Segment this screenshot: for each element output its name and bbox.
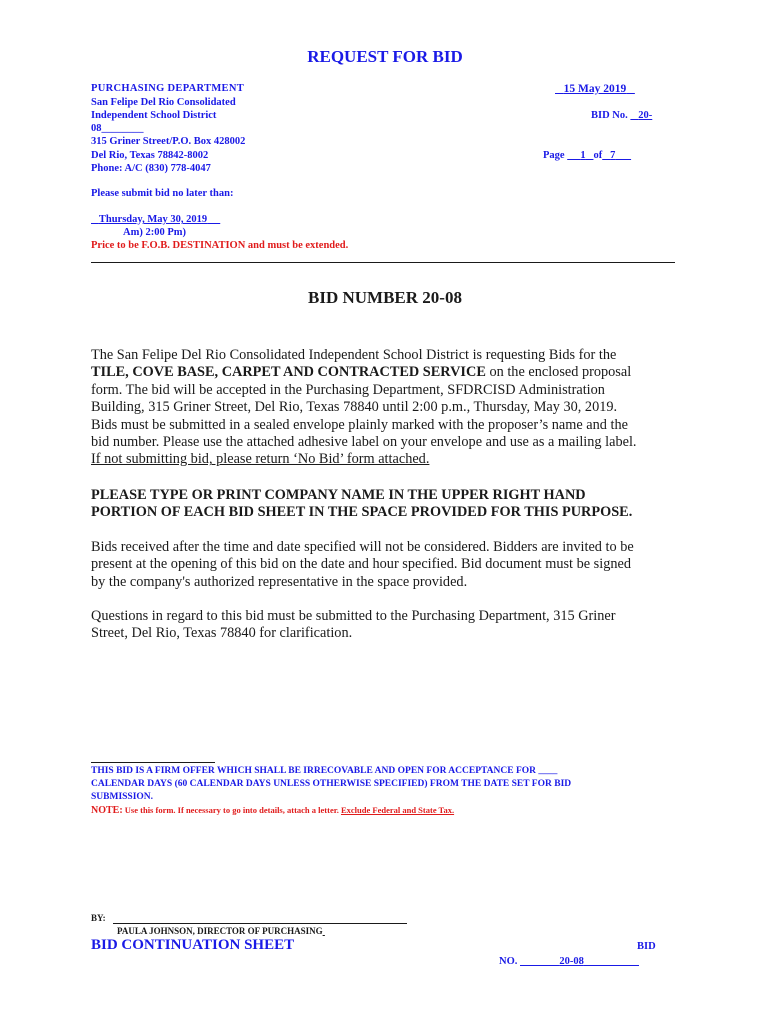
submit-date: Thursday, May 30, 2019 — [98, 214, 208, 225]
intro-line: Building, 315 Griner Street, Del Rio, Texas 78840 until 2:00 p.m., Thursday, May 30, 2019. — [91, 399, 618, 416]
intro-line: Bids must be submitted in a sealed envelope plainly marked with the proposer’s name and the — [91, 416, 628, 433]
department-name: PURCHASING DEPARTMENT — [91, 83, 245, 94]
district-phone: Phone: A/C (830) 778-4047 — [91, 163, 211, 174]
note-line — [91, 805, 454, 816]
intro-line: The San Felipe Del Rio Consolidated Independent School District is requesting Bids for the — [91, 347, 617, 363]
firm-offer-line-3: SUBMISSION. — [91, 792, 154, 802]
submit-time: Am) 2:00 Pm) — [123, 227, 186, 238]
continuation-bid-label: BID — [637, 941, 656, 952]
company-name-instruction: PLEASE TYPE OR PRINT COMPANY NAME IN THE UPPER RIGHT HAND PORTION OF EACH BID SHEET IN THE SPACE PROVIDED FOR THIS PURPOSE. — [91, 487, 633, 521]
district-city: Del Rio, Texas 78842-8002 — [91, 150, 209, 161]
bid-date — [555, 83, 635, 95]
district-line-3: 08________ — [91, 123, 144, 134]
firm-offer-line-1: THIS BID IS A FIRM OFFER WHICH SHALL BE IRRECOVABLE AND OPEN FOR ACCEPTANCE FOR ____ — [91, 766, 558, 776]
page-current: 1 — [580, 150, 586, 161]
price-note: Price to be F.O.B. DESTINATION and must be extended. — [91, 240, 349, 251]
continuation-no-label: NO. — [499, 956, 518, 967]
intro-line: form. The bid will be accepted in the Purchasing Department, SFDRCISD Administration — [91, 381, 605, 398]
continuation-no-value: 20-08 — [559, 956, 584, 967]
signer-name: PAULA JOHNSON, DIRECTOR OF PURCHASING — [117, 926, 323, 936]
page-title: REQUEST FOR BID — [307, 47, 463, 66]
note-label: NOTE: — [91, 805, 123, 816]
late-bids-paragraph: Bids received after the time and date specified will not be considered. Bidders are invited to be present at the opening of this bid on the date and hour specified. Bid document must be signed by the company's authorized representative in the space provided. — [91, 539, 634, 590]
signature-line — [113, 923, 407, 924]
firm-offer-rule — [91, 762, 215, 763]
continuation-number — [499, 956, 639, 967]
intro-paragraph — [91, 347, 681, 469]
submit-label: Please submit bid no later than: — [91, 188, 234, 199]
note-text: Use this form. If necessary to go into details, attach a letter. — [122, 805, 341, 815]
page-of: of — [593, 150, 603, 161]
questions-paragraph: Questions in regard to this bid must be submitted to the Purchasing Department, 315 Griner Street, Del Rio, Texas 78840 for clarification. — [91, 608, 616, 642]
bid-date-value: 15 May 2019 — [563, 83, 627, 95]
signature-by-label: BY: — [91, 913, 106, 923]
bid-number-heading: BID NUMBER 20-08 — [308, 288, 462, 307]
district-address: 315 Griner Street/P.O. Box 428002 — [91, 136, 246, 147]
header-divider — [91, 262, 675, 263]
bid-number-field — [591, 110, 652, 121]
no-bid-note: If not submitting bid, please return ‘No Bid’ form attached. — [91, 451, 430, 468]
page-total: 7 — [610, 150, 616, 161]
service-name: TILE, COVE BASE, CARPET AND CONTRACTED SERVICE — [91, 364, 486, 381]
intro-line: TILE, COVE BASE, CARPET AND CONTRACTED SERVICE on the enclosed proposal — [91, 364, 632, 381]
bid-no-label: BID No. — [591, 110, 628, 121]
continuation-title: BID CONTINUATION SHEET — [91, 937, 295, 953]
exclude-tax-note: Exclude Federal and State Tax. — [340, 805, 455, 815]
page-count-field — [543, 150, 631, 161]
page-label: Page — [543, 150, 565, 161]
firm-offer-line-2: CALENDAR DAYS (60 CALENDAR DAYS UNLESS OTHERWISE SPECIFIED) FROM THE DATE SET FOR BID — [91, 779, 572, 789]
district-line-1: San Felipe Del Rio Consolidated — [91, 97, 236, 108]
intro-line: bid number. Please use the attached adhesive label on your envelope and use as a mailing label. — [91, 434, 637, 451]
bid-no-value: 20- — [638, 110, 653, 121]
district-line-2: Independent School District — [91, 110, 217, 121]
